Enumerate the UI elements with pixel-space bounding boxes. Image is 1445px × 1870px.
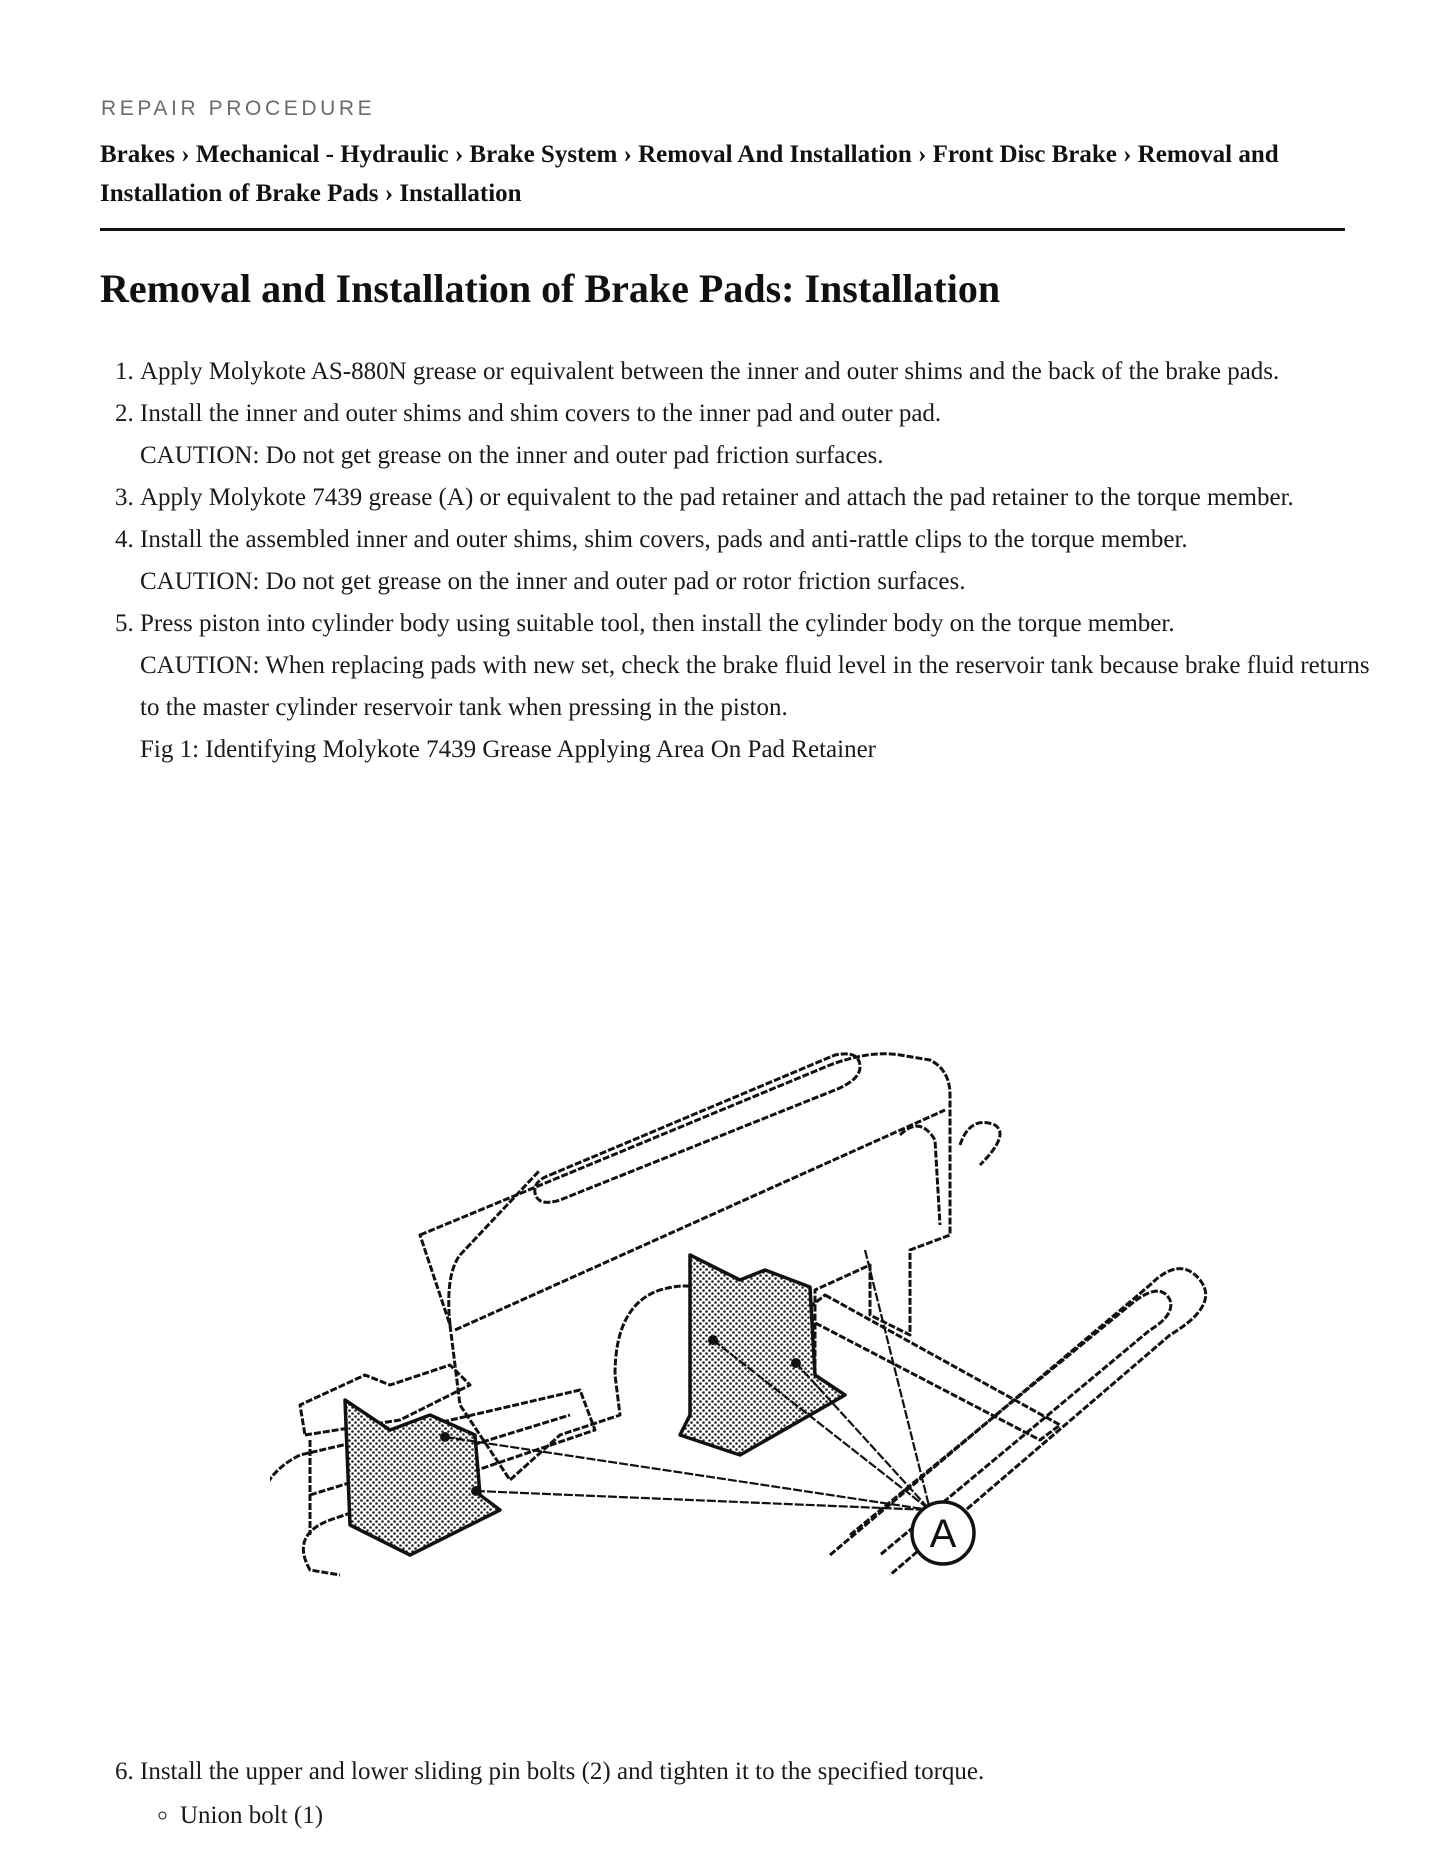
caution-text: CAUTION: Do not get grease on the inner and outer pad friction surfaces. bbox=[140, 442, 884, 469]
sub-list bbox=[140, 1795, 1390, 1837]
grease-area-left bbox=[345, 1400, 500, 1555]
list-item bbox=[140, 1751, 1390, 1837]
sub-list-item: ◦ Union bolt (1) bbox=[180, 1795, 1390, 1837]
step-text: 4. Install the assembled inner and outer shims, shim covers, pads and anti-rattle clips to the torque member. bbox=[140, 526, 1188, 553]
caution-text: CAUTION: When replacing pads with new set, check the brake fluid level in the reservoir tank because brake fluid returns to the master cylinder reservoir tank when pressing in the piston. bbox=[140, 652, 1370, 721]
callout-a bbox=[912, 1502, 974, 1564]
page-title: Removal and Installation of Brake Pads: Installation bbox=[100, 266, 1001, 311]
section-kicker: REPAIR PROCEDURE bbox=[101, 97, 376, 120]
header-divider bbox=[100, 228, 1345, 231]
step-text: 6. Install the upper and lower sliding pin bolts (2) and tighten it to the specified torque. bbox=[140, 1758, 985, 1785]
list-item bbox=[140, 477, 1390, 519]
procedure-steps-continued bbox=[100, 1751, 1390, 1837]
pad-retainer-figure bbox=[270, 935, 1210, 1585]
list-item bbox=[140, 393, 1390, 477]
step-text: 2. Install the inner and outer shims and shim covers to the inner pad and outer pad. bbox=[140, 400, 942, 427]
list-item bbox=[140, 603, 1390, 771]
callout-label: A bbox=[929, 1512, 957, 1556]
procedure-steps bbox=[100, 351, 1390, 771]
step-text: 3. Apply Molykote 7439 grease (A) or equivalent to the pad retainer and attach the pad retainer to the torque member. bbox=[140, 484, 1294, 511]
list-item bbox=[140, 351, 1390, 393]
breadcrumb: Brakes › Mechanical - Hydraulic › Brake System › Removal And Installation › Front Disc Brake › Removal and Installation of Brake Pads › Installation bbox=[100, 141, 1279, 207]
list-item bbox=[140, 519, 1390, 603]
step-text: 1. Apply Molykote AS-880N grease or equivalent between the inner and outer shims and the back of the brake pads. bbox=[140, 358, 1280, 385]
retainer-loop-right bbox=[830, 1269, 1206, 1575]
step-text: 5. Press piston into cylinder body using suitable tool, then install the cylinder body on the torque member. bbox=[140, 610, 1175, 637]
torque-member-slot bbox=[535, 1054, 860, 1202]
figure-caption: Fig 1: Identifying Molykote 7439 Grease Applying Area On Pad Retainer bbox=[140, 736, 876, 763]
caution-text: CAUTION: Do not get grease on the inner and outer pad or rotor friction surfaces. bbox=[140, 568, 966, 595]
